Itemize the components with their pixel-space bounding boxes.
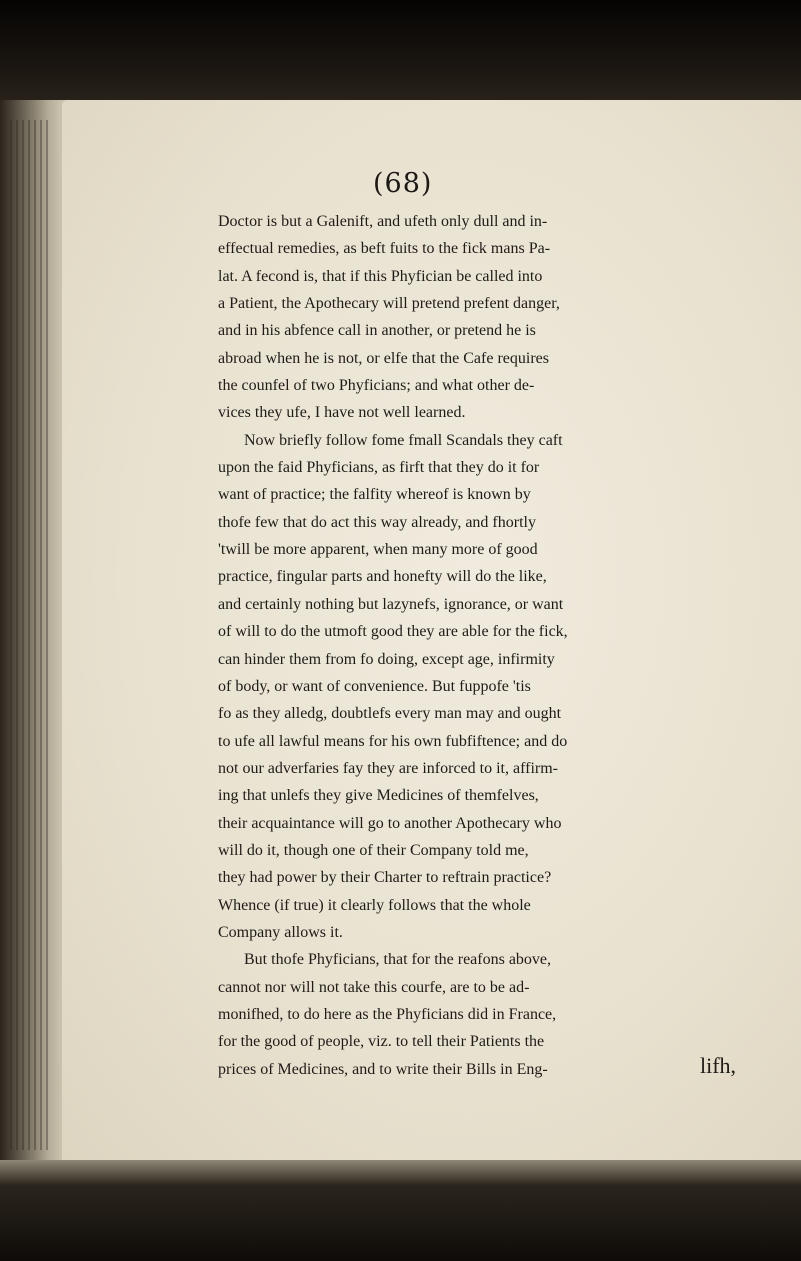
book-binding-gutter bbox=[0, 100, 70, 1170]
text-line: the counfel of two Phyficians; and what other de- bbox=[218, 377, 535, 395]
text-line: thofe few that do act this way already, and fhortly bbox=[218, 513, 536, 531]
scan-bottom-edge bbox=[0, 1160, 801, 1261]
text-line: can hinder them from fo doing, except age, infirmity bbox=[218, 650, 555, 668]
text-line: of will to do the utmoft good they are able for the fick, bbox=[218, 623, 568, 641]
text-line: prices of Medicines, and to write their Bills in Eng- bbox=[218, 1060, 548, 1078]
text-line: to ufe all lawful means for his own fubfiftence; and do bbox=[218, 732, 568, 750]
catchword: lifh, bbox=[700, 1053, 737, 1078]
page-number: (68) bbox=[373, 168, 433, 199]
text-line: of body, or want of convenience. But fuppofe 'tis bbox=[218, 677, 531, 695]
text-line: 'twill be more apparent, when many more of good bbox=[218, 541, 538, 559]
text-line: practice, fingular parts and honefty will do the like, bbox=[218, 568, 547, 586]
text-line: Whence (if true) it clearly follows that the whole bbox=[218, 896, 531, 914]
text-line: not our adverfaries fay they are inforced to it, affirm- bbox=[218, 759, 558, 777]
text-line: they had power by their Charter to reftrain practice? bbox=[218, 869, 552, 887]
text-line: effectual remedies, as beft fuits to the fick mans Pa- bbox=[218, 240, 551, 258]
text-line: Company allows it. bbox=[218, 923, 343, 941]
text-line: monifhed, to do here as the Phyficians did in France, bbox=[218, 1005, 557, 1023]
text-line: ing that unlefs they give Medicines of themfelves, bbox=[218, 787, 539, 805]
text-line: But thofe Phyficians, that for the reafons above, bbox=[244, 951, 552, 969]
text-line: will do it, though one of their Company told me, bbox=[218, 841, 529, 859]
text-line: cannot nor will not take this courfe, are to be ad- bbox=[218, 978, 530, 996]
text-line: their acquaintance will go to another Apothecary who bbox=[218, 814, 562, 832]
text-line: and certainly nothing but lazynefs, ignorance, or want bbox=[218, 595, 564, 613]
text-line: vices they ufe, I have not well learned. bbox=[218, 404, 466, 422]
text-line: abroad when he is not, or elfe that the Cafe requires bbox=[218, 349, 549, 367]
text-line: lat. A fecond is, that if this Phyfician be called into bbox=[218, 267, 543, 285]
body-text bbox=[218, 208, 798, 1083]
text-line: upon the faid Phyficians, as firft that they do it for bbox=[218, 459, 540, 477]
text-line: Now briefly follow fome fmall Scandals they caft bbox=[244, 431, 563, 449]
text-line: a Patient, the Apothecary will pretend prefent danger, bbox=[218, 295, 560, 313]
text-line: want of practice; the falfity whereof is known by bbox=[218, 486, 531, 504]
text-line: Doctor is but a Galenift, and ufeth only dull and in- bbox=[218, 213, 548, 230]
scan-top-edge bbox=[0, 0, 801, 108]
text-line: fo as they alledg, doubtlefs every man may and ought bbox=[218, 705, 562, 723]
text-line: for the good of people, viz. to tell their Patients the bbox=[218, 1033, 545, 1051]
text-line: and in his abfence call in another, or pretend he is bbox=[218, 322, 536, 340]
